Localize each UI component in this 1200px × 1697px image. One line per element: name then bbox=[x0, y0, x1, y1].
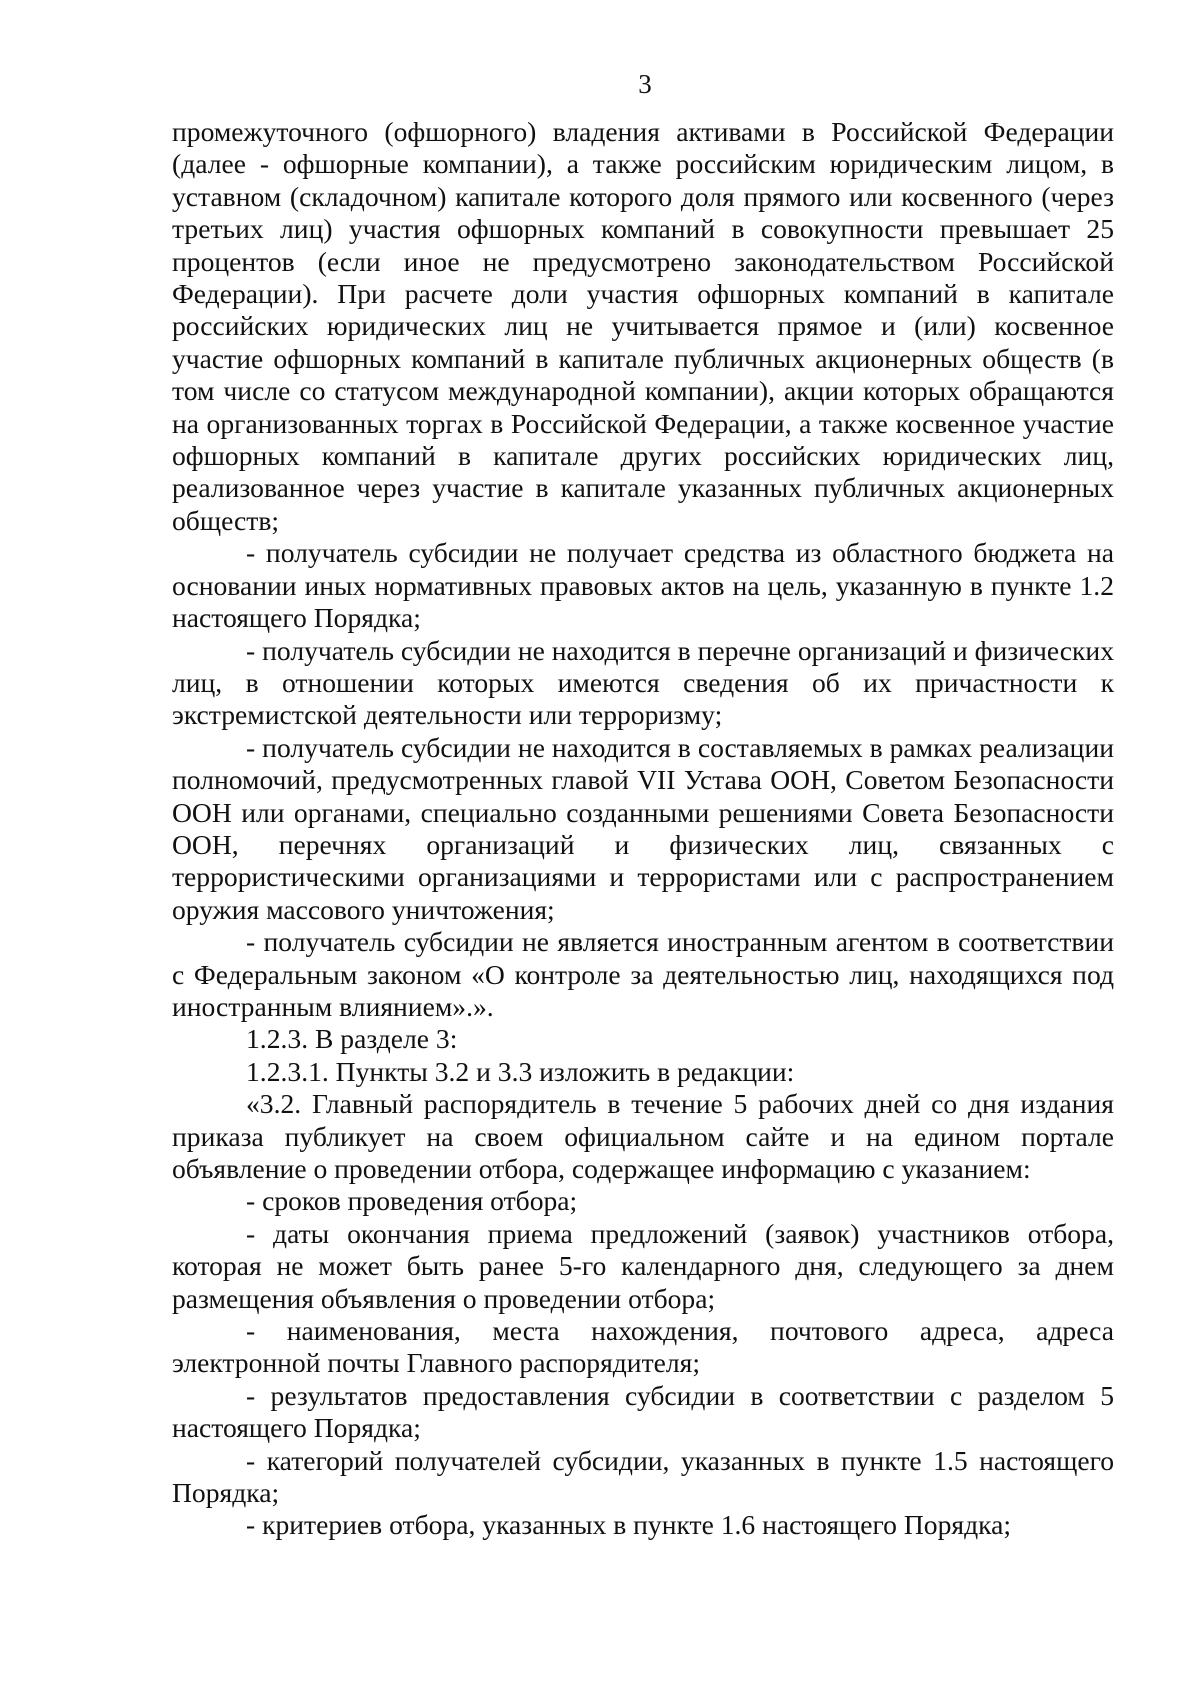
list-item-selection-terms: - сроков проведения отбора; bbox=[246, 1185, 578, 1217]
paragraph-offshore-companies: промежуточного (офшорного) владения активами в Российской Федерации (далее - офшорные компании), а также российским юридическим лицом, в уставном (складочном) капитале которого доля прямого или косвенного (через третьих лиц) участия офшорных компаний в совокупности превышает 25 процентов (если иное не предусмотрено законодательством Российской Федерации). При расчете доли участия офшорных компаний в капитале российских юридических лиц не учитывается прямое и (или) косвенное участие офшорных компаний в капитале публичных акционерных обществ (в том числе со статусом международной компании), акции которых обращаются на организованных торгах в Российской Федерации, а также косвенное участие офшорных компаний в капитале других российских юридических лиц, реализованное через участие в капитале указанных публичных акционерных обществ; bbox=[172, 116, 1114, 536]
page-number: 3 bbox=[638, 69, 652, 99]
paragraph-not-foreign-agent: - получатель субсидии не является иностранным агентом в соответствии с Федеральным законом «О контроле за деятельностью лиц, находящихся под иностранным влиянием».». bbox=[172, 926, 1114, 1022]
paragraph-not-in-un-lists: - получатель субсидии не находится в составляемых в рамках реализации полномочий, предусмотренных главой VII Устава ООН, Советом Безопасности ООН или органами, специально созданными решениями Совета Безопасности ООН, перечнях организаций и физических лиц, связанных с террористическими организациями и террористами или с распространением оружия массового уничтожения; bbox=[172, 731, 1114, 925]
paragraph-not-in-extremism-list: - получатель субсидии не находится в перечне организаций и физических лиц, в отношении которых имеются сведения об их причастности к экстремистской деятельности или терроризму; bbox=[172, 634, 1114, 731]
paragraph-section-3-heading: 1.2.3. В разделе 3: bbox=[246, 1023, 458, 1055]
list-item-recipient-categories: - категорий получателей субсидии, указанных в пункте 1.5 настоящего Порядка; bbox=[172, 1444, 1114, 1509]
list-item-contact-details: - наименования, места нахождения, почтового адреса, адреса электронной почты Главного распорядителя; bbox=[172, 1315, 1114, 1379]
document-body bbox=[172, 116, 1114, 1542]
paragraph-point-3-2: «3.2. Главный распорядитель в течение 5 рабочих дней со дня издания приказа публикует на своем официальном сайте и на едином портале объявление о проведении отбора, содержащее информацию с указанием: bbox=[172, 1088, 1114, 1184]
list-item-selection-criteria: - критериев отбора, указанных в пункте 1.6 настоящего Порядка; bbox=[246, 1509, 1012, 1541]
paragraph-points-3-2-3-3: 1.2.3.1. Пункты 3.2 и 3.3 изложить в редакции: bbox=[246, 1055, 795, 1087]
list-item-application-deadline: - даты окончания приема предложений (заявок) участников отбора, которая не может быть ранее 5-го календарного дня, следующего за днем размещения объявления о проведении отбора; bbox=[172, 1217, 1114, 1314]
paragraph-no-other-funds: - получатель субсидии не получает средства из областного бюджета на основании иных нормативных правовых актов на цель, указанную в пункте 1.2 настоящего Порядка; bbox=[172, 537, 1114, 634]
list-item-subsidy-results: - результатов предоставления субсидии в соответствии с разделом 5 настоящего Порядка; bbox=[172, 1379, 1114, 1444]
